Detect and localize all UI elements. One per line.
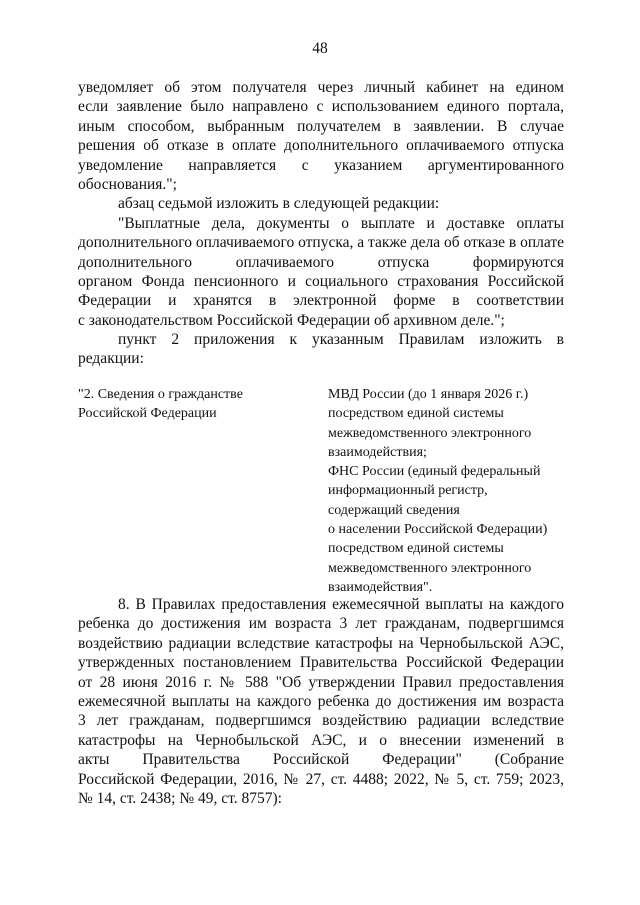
text-line: воздействию радиации вследствие катастрофы на Чернобыльской АЭС, bbox=[78, 634, 564, 652]
instruction-abzac-seventh: абзац седьмой изложить в следующей редакции: bbox=[118, 195, 440, 213]
table-cell-line: межведомственного электронного bbox=[328, 425, 532, 441]
text-line: утвержденных постановлением Правительства Российской Федерации bbox=[78, 654, 564, 672]
text-line: "Выплатные дела, документы о выплате и доставке оплаты bbox=[118, 214, 564, 232]
table-cell-line: Российской Федерации bbox=[78, 406, 217, 422]
text-line: Федерации и хранятся в электронной форме в соответствии bbox=[78, 292, 564, 310]
table-cell-line: содержащий сведения bbox=[328, 502, 460, 518]
table-cell-line: взаимодействия". bbox=[328, 579, 433, 595]
table-cell-line: МВД России (до 1 января 2026 г.) bbox=[328, 387, 529, 402]
table-cell-line: о населении Российской Федерации) bbox=[328, 522, 548, 538]
table-cell-line: посредством единой системы bbox=[328, 406, 504, 422]
text-line: обоснования."; bbox=[78, 175, 177, 193]
text-line: редакции: bbox=[78, 350, 144, 368]
text-line: уведомляет об этом получателя через личный кабинет на едином bbox=[78, 79, 564, 96]
instruction-punkt-2: пункт 2 приложения к указанным Правилам изложить в bbox=[118, 331, 564, 349]
text-line: решения об отказе в оплате дополнительного оплачиваемого отпуска bbox=[78, 137, 564, 155]
text-line: от 28 июня 2016 г. № 588 "Об утверждении Правил предоставления bbox=[78, 673, 564, 691]
table-cell-line: межведомственного электронного bbox=[328, 560, 532, 576]
paragraph-item-8 bbox=[78, 595, 564, 808]
text-line: акты Правительства Российской Федерации" (Собрание bbox=[78, 751, 564, 769]
text-line: ежемесячной выплаты на каждого ребенка до достижения им возраста bbox=[78, 692, 564, 710]
table-cell-line: посредством единой системы bbox=[328, 541, 504, 557]
table-cell-info bbox=[78, 385, 298, 424]
paragraph-notification bbox=[78, 78, 564, 369]
page-number: 48 bbox=[312, 40, 328, 57]
table-cell-line: ФНС России (единый федеральный bbox=[328, 464, 541, 480]
table-cell-line: "2. Сведения о гражданстве bbox=[78, 387, 243, 402]
text-line: если заявление было направлено с использованием единого портала, bbox=[78, 98, 564, 116]
text-line: с законодательством Российской Федерации об архивном деле."; bbox=[78, 311, 505, 329]
text-line: Российской Федерации, 2016, № 27, ст. 4488; 2022, № 5, ст. 759; 2023, bbox=[78, 770, 564, 788]
text-line: № 14, ст. 2438; № 49, ст. 8757): bbox=[78, 789, 282, 807]
text-line: 3 лет гражданам, подвергшимся воздействию радиации вследствие bbox=[78, 712, 564, 730]
text-line: катастрофы на Чернобыльской АЭС, и о внесении изменений в bbox=[78, 731, 564, 749]
text-line: дополнительного оплачиваемого отпуска формируются bbox=[78, 253, 564, 271]
text-line: уведомление направляется с указанием аргументированного bbox=[78, 156, 564, 174]
text-line: ребенка до достижения им возраста 3 лет гражданам, подвергшимся bbox=[78, 615, 564, 633]
table-cell-line: информационный регистр, bbox=[328, 483, 488, 499]
text-line: органом Фонда пенсионного и социального страхования Российской bbox=[78, 272, 564, 290]
text-line: дополнительного оплачиваемого отпуска, а также дела об отказе в оплате bbox=[78, 234, 564, 252]
text-line: 8. В Правилах предоставления ежемесячной выплаты на каждого bbox=[118, 596, 564, 613]
table-cell-line: взаимодействия; bbox=[328, 444, 427, 460]
text-line: иным способом, выбранным получателем в заявлении. В случае bbox=[78, 117, 564, 135]
table-cell-source bbox=[328, 385, 578, 597]
